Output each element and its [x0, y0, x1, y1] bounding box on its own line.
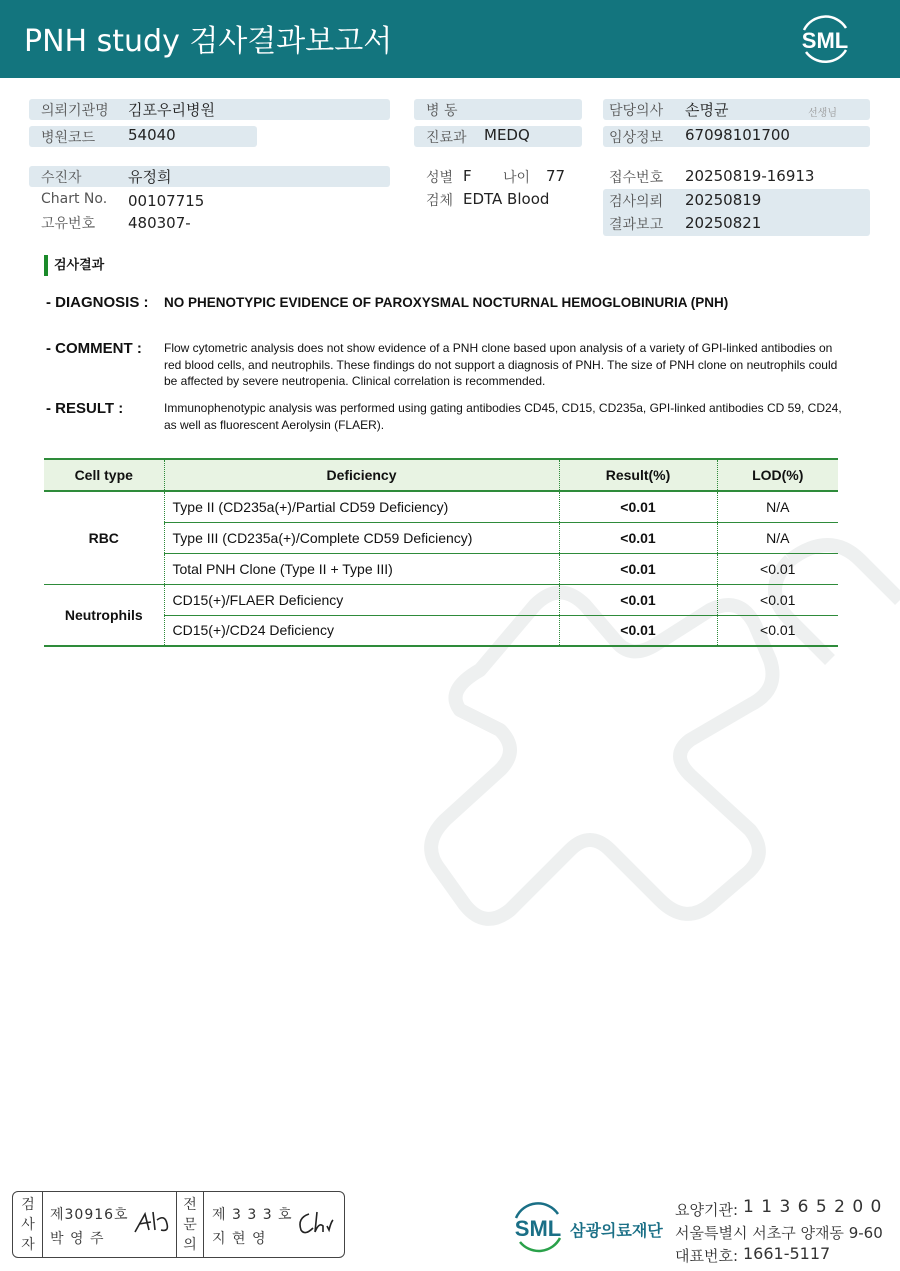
ward-label: 병 동 [426, 103, 458, 119]
phone-number: 1661-5117 [743, 1244, 831, 1263]
id-label: 고유번호 [41, 216, 96, 232]
header-cell-type: Cell type [44, 459, 164, 491]
sml-foundation-logo-icon [510, 1200, 566, 1254]
technician-number: 제30916호 [50, 1207, 129, 1223]
lod-cell: N/A [717, 522, 838, 553]
table-row [44, 553, 838, 584]
svg-text:SML: SML [514, 1216, 562, 1241]
header-deficiency: Deficiency [164, 459, 559, 491]
specimen-label: 검체 [426, 193, 454, 209]
table-header-row [44, 459, 838, 491]
cell-type-neutrophils: Neutrophils [44, 584, 164, 646]
report-date-value: 20250821 [685, 214, 762, 232]
specialist-label: 전문의 [183, 1197, 197, 1253]
lod-cell: N/A [717, 491, 838, 522]
lod-cell: <0.01 [717, 584, 838, 615]
phone-label: 대표번호: [675, 1247, 739, 1265]
receipt-label: 접수번호 [609, 170, 664, 186]
result-cell: <0.01 [559, 553, 717, 584]
request-label: 검사의뢰 [609, 194, 664, 210]
specimen-value: EDTA Blood [463, 190, 550, 208]
svg-text:SML: SML [801, 28, 849, 53]
name-label: 수진자 [41, 170, 82, 186]
institution-code-label: 요양기관: [675, 1201, 739, 1219]
doctor-value: 손명균 [685, 101, 729, 119]
sex-label: 성별 [426, 170, 454, 186]
result-cell: <0.01 [559, 584, 717, 615]
foundation-name: 삼광의료재단 [570, 1221, 663, 1240]
chart-label: Chart No. [41, 191, 108, 207]
report-date-label: 결과보고 [609, 217, 664, 233]
receipt-value: 20250819-16913 [685, 167, 815, 185]
age-label: 나이 [503, 170, 531, 186]
sml-logo-icon [796, 12, 854, 66]
technician-label: 검사자 [21, 1197, 35, 1253]
diagnosis-label: - DIAGNOSIS : [46, 294, 149, 311]
signature-box [12, 1191, 345, 1258]
doctor-label: 담당의사 [609, 103, 664, 119]
dept-label: 진료과 [426, 130, 467, 146]
sex-value: F [463, 167, 472, 185]
table-row [44, 491, 838, 522]
report-header [0, 0, 900, 78]
comment-text: Flow cytometric analysis does not show evidence of a PNH clone based upon analysis of a variety of GPI-linked antibodies on red blood cells, and neutrophils. These findings do not support a diagnosis of PNH. The size of PNH clone on neutrophils could be affected by severe neutropenia. Clinical correlation is recommended. [164, 341, 838, 388]
hospital-label: 의뢰기관명 [41, 103, 109, 119]
address: 서울특별시 서초구 양재동 9-60 [675, 1224, 883, 1242]
hospital-code-label: 병원코드 [41, 130, 96, 146]
header-lod: LOD(%) [717, 459, 838, 491]
name-row [29, 166, 390, 187]
section-title: 검사결과 [44, 255, 104, 276]
lod-cell: <0.01 [717, 553, 838, 584]
specialist-name: 지 현 영 [212, 1231, 267, 1247]
deficiency-cell: Type II (CD235a(+)/Partial CD59 Deficiency) [164, 491, 559, 522]
technician-name: 박 영 주 [50, 1231, 105, 1247]
results-table [44, 458, 838, 647]
table-row [44, 522, 838, 553]
specialist-number: 제 3 3 3 호 [212, 1207, 293, 1223]
deficiency-cell: CD15(+)/FLAER Deficiency [164, 584, 559, 615]
id-value: 480307- [128, 214, 191, 232]
result-cell: <0.01 [559, 615, 717, 646]
table-row [44, 584, 838, 615]
clinical-value: 67098101700 [685, 126, 790, 144]
deficiency-cell: CD15(+)/CD24 Deficiency [164, 615, 559, 646]
comment-label: - COMMENT : [46, 340, 142, 357]
deficiency-cell: Type III (CD235a(+)/Complete CD59 Deficiency) [164, 522, 559, 553]
clinical-label: 임상정보 [609, 130, 664, 146]
hospital-code-value: 54040 [128, 126, 176, 144]
cell-type-rbc: RBC [44, 491, 164, 584]
result-cell: <0.01 [559, 491, 717, 522]
lod-cell: <0.01 [717, 615, 838, 646]
name-value: 유정희 [128, 168, 172, 186]
result-cell: <0.01 [559, 522, 717, 553]
age-value: 77 [546, 167, 566, 185]
institution-code: 1 1 3 6 5 2 0 0 [743, 1197, 883, 1217]
technician-signature-icon [131, 1208, 177, 1238]
deficiency-cell: Total PNH Clone (Type II + Type III) [164, 553, 559, 584]
header-result: Result(%) [559, 459, 717, 491]
report-title: PNH study 검사결과보고서 [24, 24, 393, 59]
doctor-suffix: 선생님 [808, 108, 837, 119]
hospital-value: 김포우리병원 [128, 101, 215, 119]
request-value: 20250819 [685, 191, 762, 209]
result-text: Immunophenotypic analysis was performed using gating antibodies CD45, CD15, CD235a, GPI-linked antibodies CD 59, CD24, as well as fluorescent Aerolysin (FLAER). [164, 401, 842, 432]
diagnosis-text: NO PHENOTYPIC EVIDENCE OF PAROXYSMAL NOCTURNAL HEMOGLOBINURIA (PNH) [164, 295, 729, 310]
dept-value: MEDQ [484, 126, 530, 144]
table-row [44, 615, 838, 646]
chart-value: 00107715 [128, 192, 205, 210]
specialist-signature-icon [295, 1208, 337, 1238]
result-label: - RESULT : [46, 400, 124, 417]
